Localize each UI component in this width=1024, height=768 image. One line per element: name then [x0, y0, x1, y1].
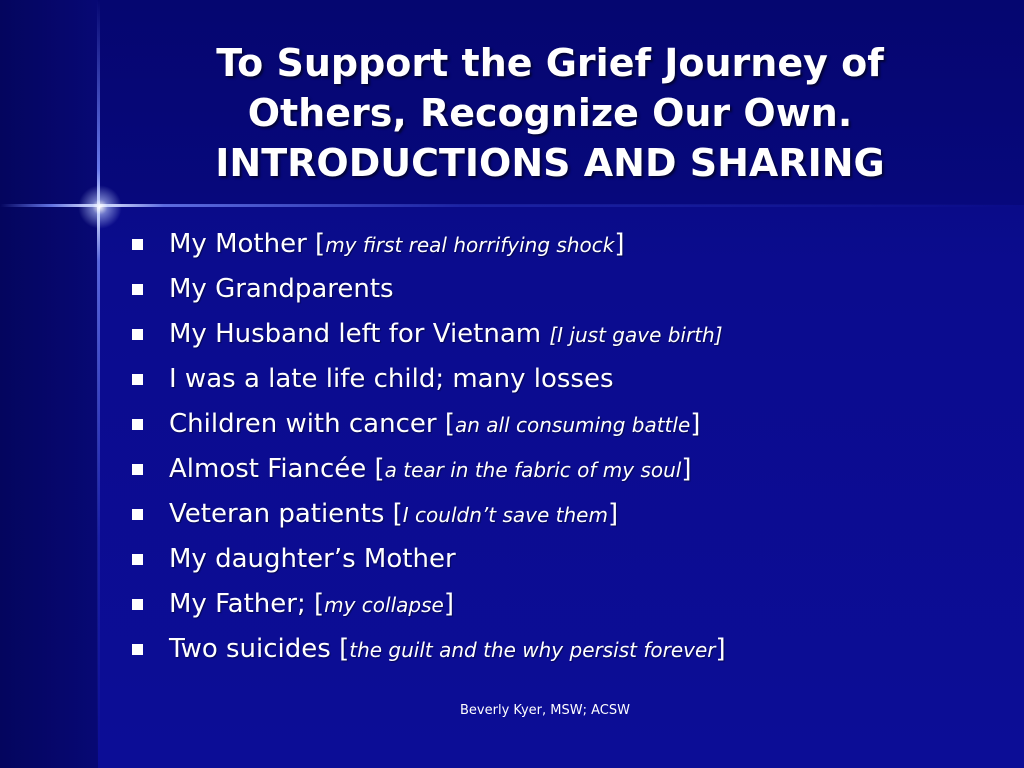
square-bullet-icon [132, 329, 143, 340]
horizontal-accent-line [0, 204, 1024, 207]
list-item [132, 267, 726, 312]
item-text: Veteran patients [ [169, 499, 403, 529]
title-line-2: Others, Recognize Our Own. [247, 91, 853, 135]
item-text: My Father; [ [169, 589, 325, 619]
square-bullet-icon [132, 644, 143, 655]
title-line-1: To Support the Grief Journey of [216, 41, 884, 85]
list-item [132, 447, 726, 492]
item-text: Children with cancer [ [169, 409, 455, 439]
square-bullet-icon [132, 374, 143, 385]
slide-title [120, 38, 980, 188]
item-close: ] [715, 634, 726, 664]
square-bullet-icon [132, 239, 143, 250]
square-bullet-icon [132, 554, 143, 565]
item-emphasis: the guilt and the why persist forever [349, 638, 716, 662]
item-text: My Grandparents [169, 274, 394, 304]
item-text: My daughter’s Mother [169, 544, 456, 574]
item-close: ] [607, 499, 619, 529]
item-emphasis: my first real horrifying shock [325, 233, 615, 257]
square-bullet-icon [132, 419, 143, 430]
item-text: My Mother [ [169, 229, 326, 259]
list-item [132, 537, 726, 582]
square-bullet-icon [132, 284, 143, 295]
item-emphasis: an all consuming battle [454, 413, 691, 437]
item-close: ] [443, 589, 454, 619]
list-item [132, 492, 726, 537]
list-item [132, 402, 726, 447]
square-bullet-icon [132, 509, 143, 520]
item-close: ] [614, 229, 625, 259]
item-close: ] [690, 409, 701, 439]
list-item [132, 357, 726, 402]
list-item [132, 627, 726, 672]
square-bullet-icon [132, 464, 143, 475]
item-emphasis: I couldn’t save them [402, 503, 608, 527]
item-close: ] [681, 454, 692, 484]
list-item [132, 312, 726, 357]
item-emphasis: my collapse [324, 593, 444, 617]
sparkle-decoration [78, 185, 122, 229]
item-text: My Husband left for Vietnam [169, 319, 550, 349]
left-background-band [0, 0, 98, 768]
item-text: Two suicides [ [169, 634, 350, 664]
title-line-3: INTRODUCTIONS AND SHARING [215, 141, 885, 185]
item-text: Almost Fiancée [ [169, 454, 385, 484]
item-emphasis: [I just gave birth] [549, 323, 723, 347]
list-item [132, 582, 726, 627]
bullet-list [132, 222, 726, 672]
list-item [132, 222, 726, 267]
slide-footer: Beverly Kyer, MSW; ACSW [460, 703, 630, 718]
item-emphasis: a tear in the fabric of my soul [384, 458, 682, 482]
item-text: I was a late life child; many losses [169, 364, 614, 394]
square-bullet-icon [132, 599, 143, 610]
vertical-accent-line [97, 0, 100, 768]
